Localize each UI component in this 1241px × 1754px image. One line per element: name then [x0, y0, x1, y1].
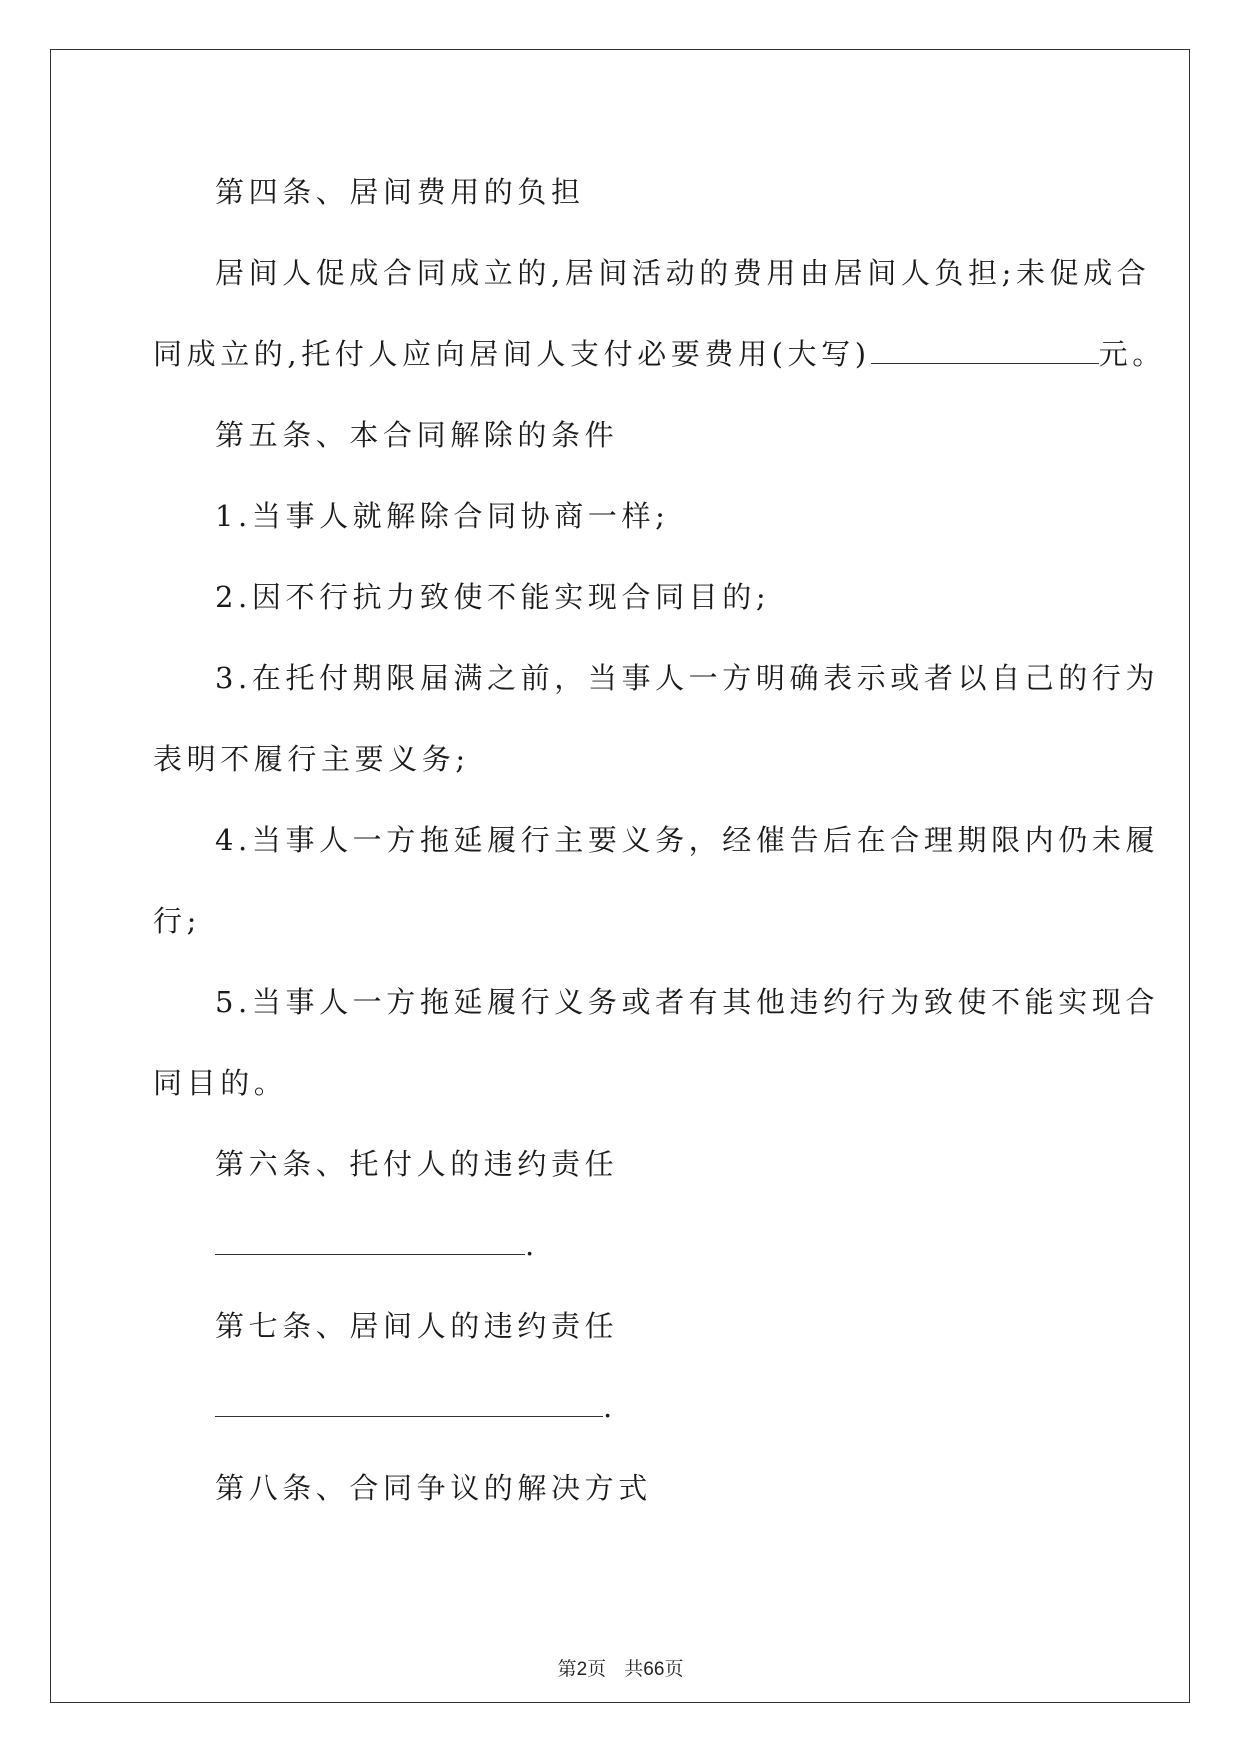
- list-item: 1.当事人就解除合同协商一样;: [215, 499, 670, 533]
- list-item-continuation: 同目的。: [153, 1066, 288, 1100]
- blank-line: [215, 1387, 617, 1427]
- page-border: [50, 49, 1190, 1703]
- blank-line: [215, 1225, 539, 1265]
- paragraph-line: 居间人促成合同成立的,居间活动的费用由居间人负担;未促成合: [215, 256, 1151, 290]
- list-item: 4.当事人一方拖延履行主要义务，经催告后在合理期限内仍未履: [215, 823, 1160, 857]
- article-4-heading: 第四条、居间费用的负担: [215, 175, 585, 209]
- paragraph-text: 元。: [1098, 337, 1166, 371]
- footer-text: 第: [557, 1658, 577, 1680]
- article-6-heading: 第六条、托付人的违约责任: [215, 1147, 619, 1181]
- list-item: 2.因不行抗力致使不能实现合同目的;: [215, 580, 771, 614]
- footer-text: 页: [587, 1658, 607, 1680]
- fill-in-blank: [215, 1228, 525, 1255]
- period: .: [603, 1390, 617, 1424]
- list-item-continuation: 行;: [153, 904, 201, 938]
- footer-text: 页: [664, 1658, 684, 1680]
- period: .: [525, 1228, 539, 1262]
- fill-in-blank: [215, 1390, 603, 1417]
- footer-text: 共: [624, 1658, 644, 1680]
- fill-in-blank: [871, 337, 1099, 364]
- list-item-continuation: 表明不履行主要义务;: [153, 742, 470, 776]
- page-number: 2: [576, 1659, 588, 1680]
- total-pages: 66: [643, 1659, 665, 1680]
- article-5-heading: 第五条、本合同解除的条件: [215, 418, 619, 452]
- list-item: 3.在托付期限届满之前，当事人一方明确表示或者以自己的行为: [215, 661, 1160, 695]
- page-footer: [0, 1656, 1241, 1683]
- paragraph-line: [153, 334, 1166, 374]
- article-8-heading: 第八条、合同争议的解决方式: [215, 1471, 652, 1505]
- list-item: 5.当事人一方拖延履行义务或者有其他违约行为致使不能实现合: [215, 985, 1160, 1019]
- article-7-heading: 第七条、居间人的违约责任: [215, 1309, 619, 1343]
- paragraph-text: 同成立的,托付人应向居间人支付必要费用(大写): [153, 337, 871, 371]
